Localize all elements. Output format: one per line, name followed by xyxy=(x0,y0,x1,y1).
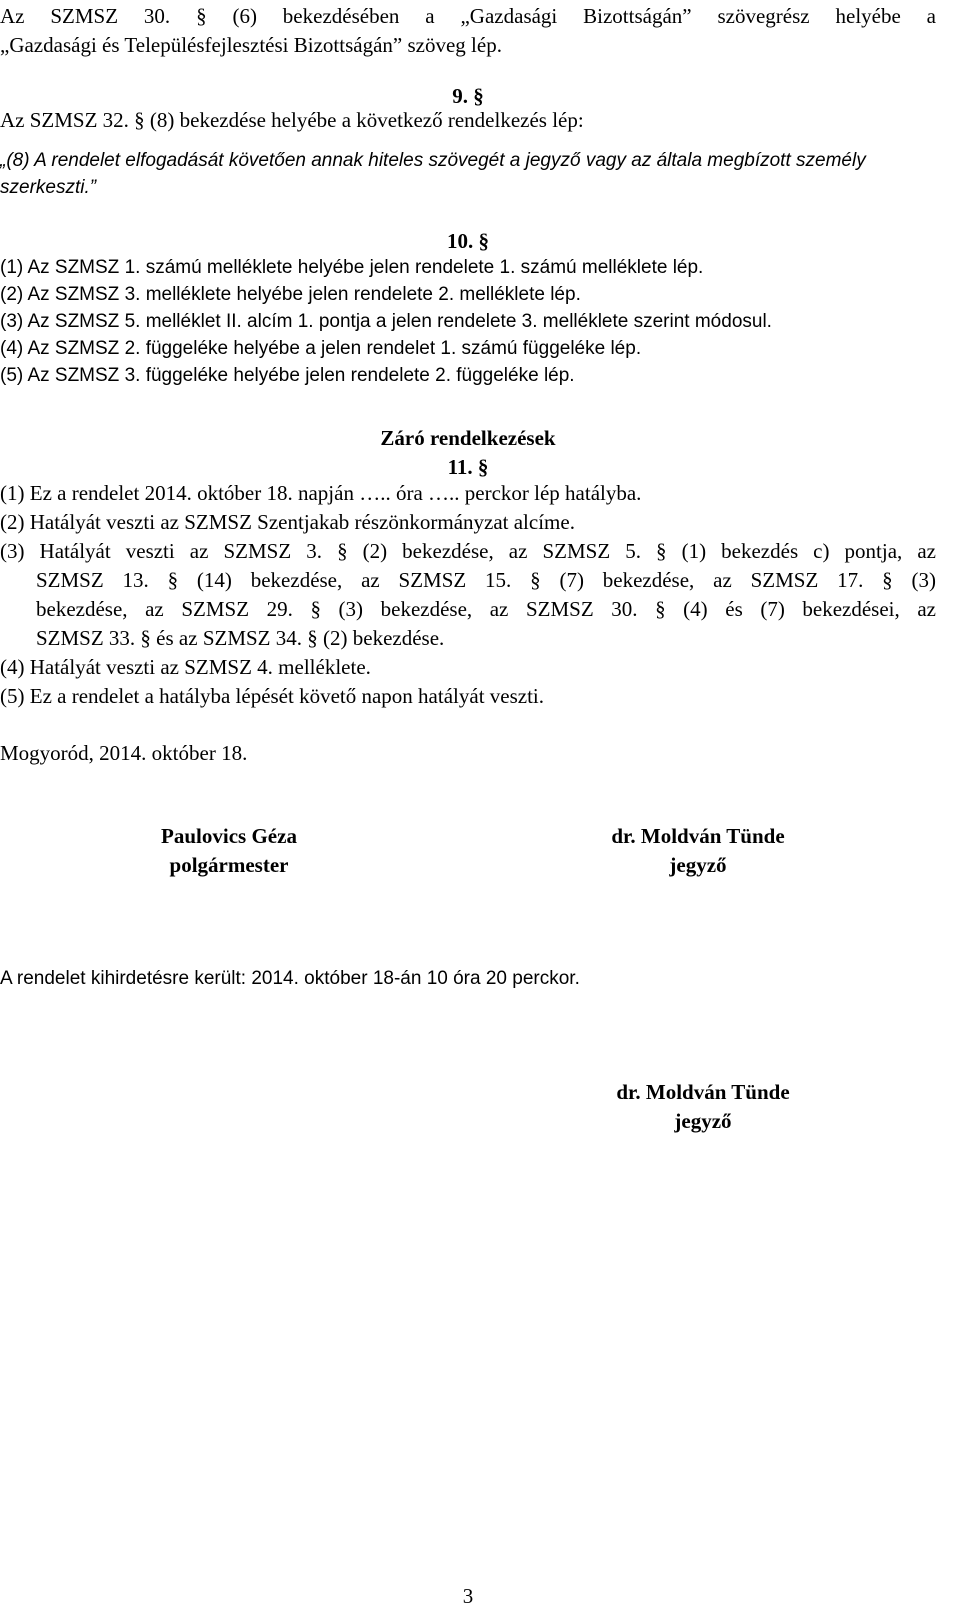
notary-title: jegyző xyxy=(669,853,727,877)
section-10-item-5: (5) Az SZMSZ 3. függeléke helyébe jelen rendelete 2. függeléke lép. xyxy=(0,365,575,386)
signature-notary xyxy=(538,822,858,880)
final-signature-title: jegyző xyxy=(674,1109,732,1133)
intro-line-2: „Gazdasági és Településfejlesztési Bizottságán” szöveg lép. xyxy=(0,33,502,57)
final-signature xyxy=(543,1078,863,1136)
mayor-title: polgármester xyxy=(169,853,289,877)
mayor-name: Paulovics Géza xyxy=(161,824,297,848)
section-10-item-4: (4) Az SZMSZ 2. függeléke helyébe a jelen rendelet 1. számú függeléke lép. xyxy=(0,338,642,359)
section-10-item-2: (2) Az SZMSZ 3. melléklete helyébe jelen rendelete 2. melléklete lép. xyxy=(0,284,581,305)
section-9-text: Az SZMSZ 32. § (8) bekezdése helyébe a következő rendelkezés lép: xyxy=(0,108,584,132)
section-11-item-3-line-4: SZMSZ 33. § és az SZMSZ 34. § (2) bekezdése. xyxy=(36,626,445,650)
section-9-quote-line-2: szerkeszti.” xyxy=(0,177,97,198)
notary-name: dr. Moldván Tünde xyxy=(611,824,785,848)
place-and-date: Mogyoród, 2014. október 18. xyxy=(0,741,248,765)
promulgation-note: A rendelet kihirdetésre került: 2014. október 18-án 10 óra 20 perckor. xyxy=(0,968,580,989)
section-11-item-4: (4) Hatályát veszti az SZMSZ 4. melléklete. xyxy=(0,655,371,679)
section-10-item-3: (3) Az SZMSZ 5. melléklet II. alcím 1. pontja a jelen rendelete 3. melléklete szerint módosul. xyxy=(0,311,772,332)
section-10-heading: 10. § xyxy=(447,229,489,253)
section-11-item-3-line-3: bekezdése, az SZMSZ 29. § (3) bekezdése, az SZMSZ 30. § (4) és (7) bekezdései, az xyxy=(36,597,936,621)
section-9-heading: 9. § xyxy=(452,84,484,108)
section-9-quote-line-1: „(8) A rendelet elfogadását követően annak hiteles szövegét a jegyző vagy az általa megbízott személy xyxy=(0,150,866,171)
section-11-item-1: (1) Ez a rendelet 2014. október 18. napján ….. óra ….. perckor lép hatályba. xyxy=(0,481,642,505)
signature-mayor xyxy=(69,822,389,880)
section-11-item-5: (5) Ez a rendelet a hatályba lépését követő napon hatályát veszti. xyxy=(0,684,545,708)
section-11-item-3-line-1: (3) Hatályát veszti az SZMSZ 3. § (2) bekezdése, az SZMSZ 5. § (1) bekezdés c) pontja, az xyxy=(0,539,936,563)
section-11-item-2: (2) Hatályát veszti az SZMSZ Szentjakab részönkormányzat alcíme. xyxy=(0,510,575,534)
section-10-item-1: (1) Az SZMSZ 1. számú melléklete helyébe jelen rendelete 1. számú melléklete lép. xyxy=(0,257,704,278)
final-signature-name: dr. Moldván Tünde xyxy=(616,1080,790,1104)
intro-line-1: Az SZMSZ 30. § (6) bekezdésében a „Gazdasági Bizottságán” szövegrész helyébe a xyxy=(0,4,936,28)
section-11-item-3-line-2: SZMSZ 13. § (14) bekezdése, az SZMSZ 15. § (7) bekezdése, az SZMSZ 17. § (3) xyxy=(36,568,936,592)
section-11-heading: 11. § xyxy=(447,455,489,479)
closing-provisions-title: Záró rendelkezések xyxy=(380,426,556,450)
page-number: 3 xyxy=(462,1584,474,1608)
